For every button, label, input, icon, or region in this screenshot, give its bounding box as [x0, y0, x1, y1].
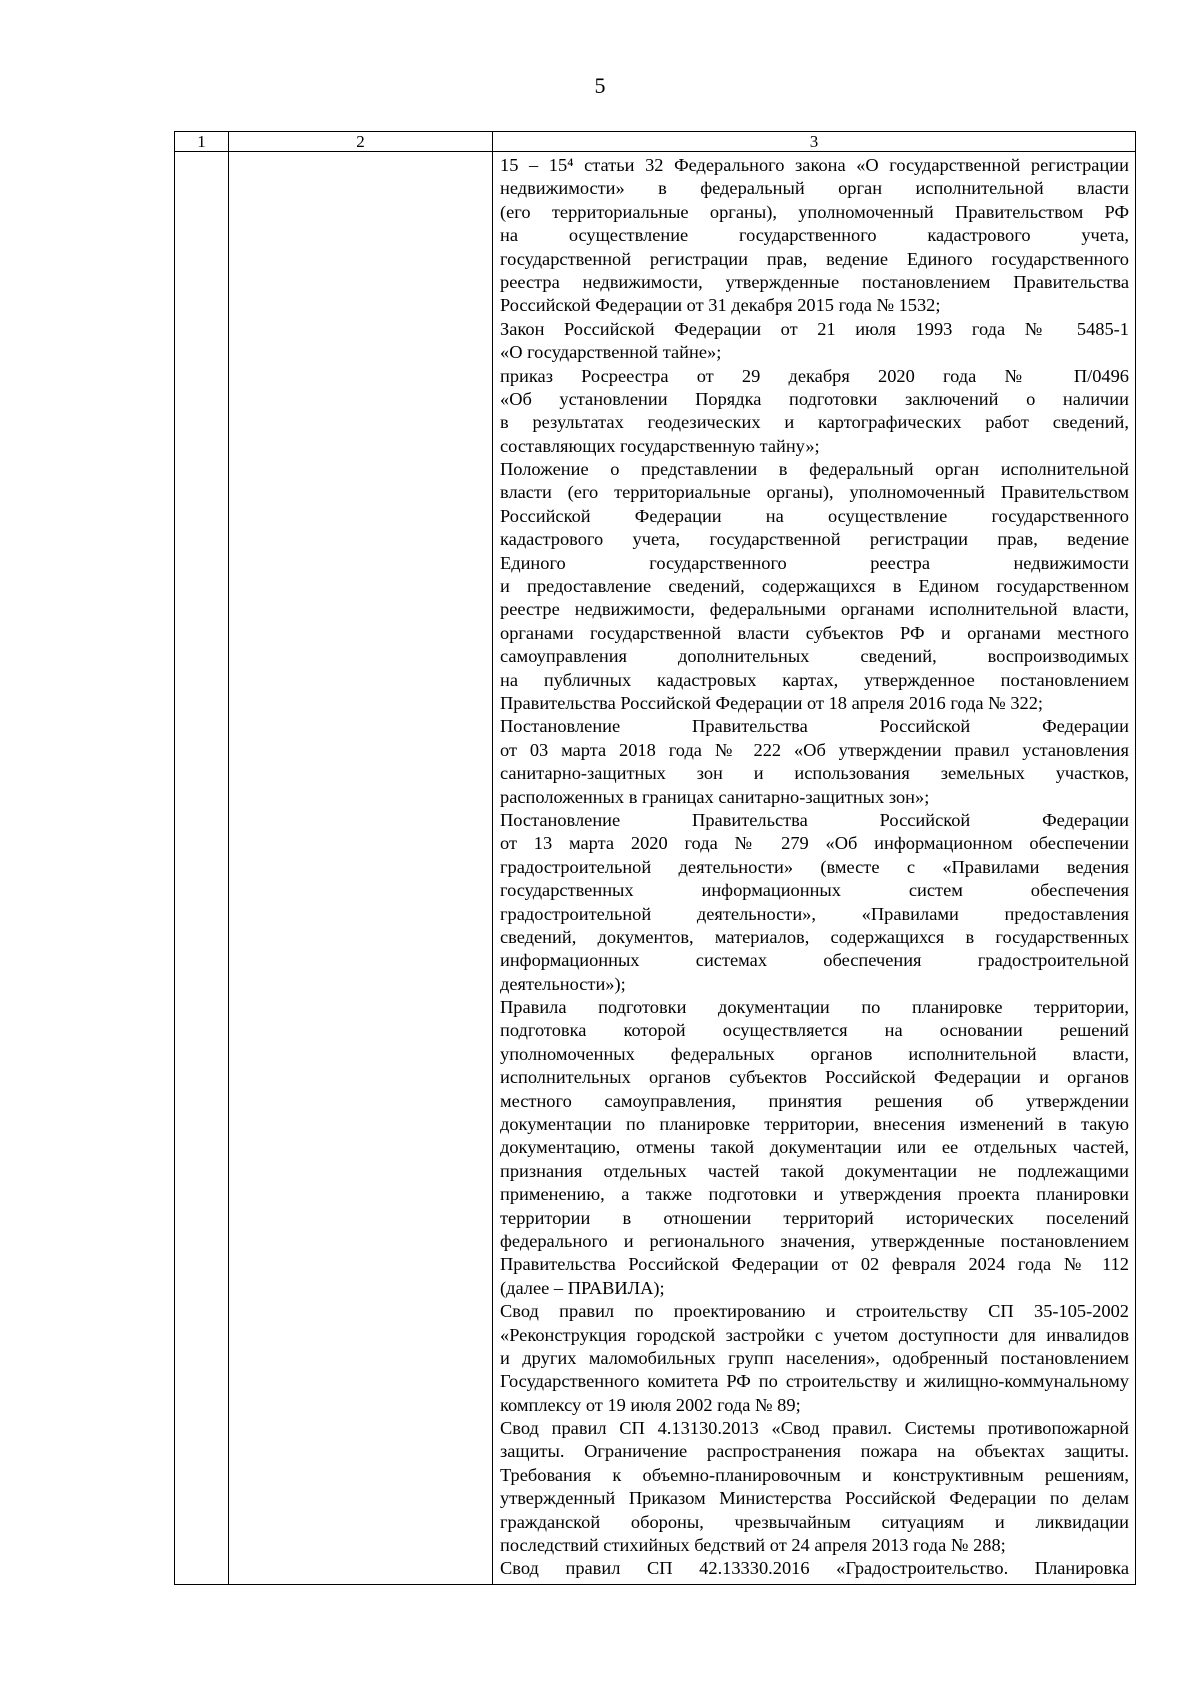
text-line: уполномоченных федеральных органов исполнительной власти,: [500, 1043, 1129, 1064]
text-line: территории в отношении территорий исторических поселений: [500, 1207, 1129, 1228]
text-line: Свод правил по проектированию и строительству СП 35-105-2002: [500, 1301, 1129, 1322]
text-line: деятельности»);: [500, 973, 626, 994]
text-line: государственной регистрации прав, ведение Единого государственного: [500, 248, 1129, 269]
table-row: [175, 152, 1136, 1585]
column-header-3: 3: [493, 132, 1136, 152]
text-line: 15 – 15⁴ статьи 32 Федерального закона «О государственной регистрации: [500, 155, 1129, 175]
text-line: от 13 марта 2020 года № 279 «Об информационном обеспечении: [500, 833, 1129, 854]
text-line: Российской Федерации на осуществление государственного: [500, 505, 1129, 526]
text-line: Закон Российской Федерации от 21 июля 1993 года № 5485-1: [500, 318, 1129, 339]
text-line: Постановление Правительства Российской Федерации: [500, 809, 1129, 830]
column-header-1: 1: [175, 132, 229, 152]
text-line: на публичных кадастровых картах, утвержденное постановлением: [500, 669, 1129, 690]
text-line: информационных системах обеспечения градостроительной: [500, 950, 1129, 971]
text-line: самоуправления дополнительных сведений, воспроизводимых: [500, 646, 1129, 667]
text-line: в результатах геодезических и картографических работ сведений,: [500, 412, 1129, 433]
text-line: сведений, документов, материалов, содержащихся в государственных: [500, 926, 1129, 947]
text-line: Свод правил СП 4.13130.2013 «Свод правил. Системы противопожарной: [500, 1418, 1129, 1439]
text-line: Постановление Правительства Российской Федерации: [500, 716, 1129, 737]
text-line: «О государственной тайне»;: [500, 342, 722, 363]
text-line: применению, а также подготовки и утверждения проекта планировки: [500, 1184, 1129, 1205]
cell-col-2: [229, 152, 493, 1585]
text-line: признания отдельных частей такой документации не подлежащими: [500, 1160, 1129, 1181]
text-line: Единого государственного реестра недвижимости: [500, 552, 1129, 573]
document-table: [174, 131, 1136, 1585]
text-line: кадастрового учета, государственной регистрации прав, ведение: [500, 529, 1129, 550]
text-line: федерального и регионального значения, утвержденные постановлением: [500, 1230, 1129, 1251]
text-line: органами государственной власти субъектов РФ и органами местного: [500, 622, 1129, 643]
text-line: последствий стихийных бедствий от 24 апреля 2013 года № 288;: [500, 1535, 1006, 1556]
text-line: приказ Росреестра от 29 декабря 2020 года № П/0496: [500, 365, 1129, 386]
text-line: недвижимости» в федеральный орган исполнительной власти: [500, 178, 1129, 199]
text-line: местного самоуправления, принятия решения об утверждении: [500, 1090, 1129, 1111]
text-line: Правила подготовки документации по планировке территории,: [500, 997, 1129, 1018]
text-line: «Реконструкция городской застройки с учетом доступности для инвалидов: [500, 1324, 1129, 1345]
text-line: Положение о представлении в федеральный орган исполнительной: [500, 459, 1129, 480]
text-line: Российской Федерации от 31 декабря 2015 года № 1532;: [500, 295, 941, 316]
cell-col-3: [493, 152, 1136, 1585]
text-line: комплексу от 19 июля 2002 года № 89;: [500, 1394, 801, 1415]
cell-col-1: [175, 152, 229, 1585]
text-line: (его территориальные органы), уполномоченный Правительством РФ: [500, 201, 1129, 222]
text-line: Государственного комитета РФ по строительству и жилищно-коммунальному: [500, 1371, 1129, 1392]
text-line: подготовка которой осуществляется на основании решений: [500, 1020, 1129, 1041]
text-line: документацию, отмены такой документации или ее отдельных частей,: [500, 1137, 1129, 1158]
legal-references-text: [493, 152, 1135, 1581]
text-line: утвержденный Приказом Министерства Российской Федерации по делам: [500, 1488, 1129, 1509]
text-line: от 03 марта 2018 года № 222 «Об утверждении правил установления: [500, 739, 1129, 760]
text-line: исполнительных органов субъектов Российской Федерации и органов: [500, 1067, 1129, 1088]
text-line: градостроительной деятельности», «Правилами предоставления: [500, 903, 1129, 924]
text-line: Свод правил СП 42.13330.2016 «Градостроительство. Планировка: [500, 1558, 1129, 1579]
text-line: документации по планировке территории, внесения изменений в такую: [500, 1114, 1129, 1135]
text-line: власти (его территориальные органы), уполномоченный Правительством: [500, 482, 1129, 503]
text-line: градостроительной деятельности» (вместе с «Правилами ведения: [500, 856, 1129, 877]
table-header-row: [175, 132, 1136, 152]
text-line: расположенных в границах санитарно-защитных зон»;: [500, 786, 930, 807]
page-number: 5: [594, 73, 606, 98]
text-line: Правительства Российской Федерации от 02 февраля 2024 года № 112: [500, 1254, 1129, 1275]
text-line: реестре недвижимости, федеральными органами исполнительной власти,: [500, 599, 1129, 620]
text-line: составляющих государственную тайну»;: [500, 435, 820, 456]
text-line: реестра недвижимости, утвержденные постановлением Правительства: [500, 271, 1129, 292]
text-line: защиты. Ограничение распространения пожара на объектах защиты.: [500, 1441, 1129, 1462]
text-line: Требования к объемно-планировочным и конструктивным решениям,: [500, 1464, 1129, 1485]
column-header-2: 2: [229, 132, 493, 152]
text-line: и других маломобильных групп населения», одобренный постановлением: [500, 1347, 1129, 1368]
text-line: санитарно-защитных зон и использования земельных участков,: [500, 763, 1129, 784]
text-line: и предоставление сведений, содержащихся в Едином государственном: [500, 576, 1129, 597]
text-line: государственных информационных систем обеспечения: [500, 880, 1129, 901]
text-line: «Об установлении Порядка подготовки заключений о наличии: [500, 388, 1129, 409]
text-line: Правительства Российской Федерации от 18 апреля 2016 года № 322;: [500, 692, 1044, 713]
text-line: на осуществление государственного кадастрового учета,: [500, 225, 1129, 246]
text-line: гражданской обороны, чрезвычайным ситуациям и ликвидации: [500, 1511, 1129, 1532]
text-line: (далее – ПРАВИЛА);: [500, 1277, 665, 1298]
